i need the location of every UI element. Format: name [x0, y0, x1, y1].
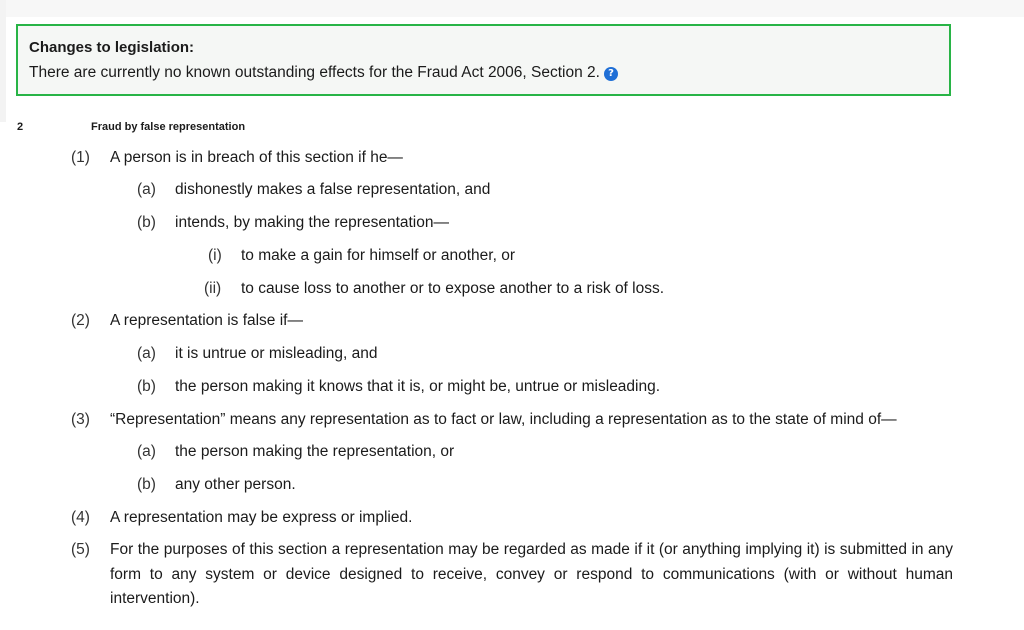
provision-2a-text: it is untrue or misleading, and — [175, 345, 378, 362]
provision-4-text: A representation may be express or implied. — [110, 509, 413, 526]
provision-5-text: For the purposes of this section a representation may be regarded as made if it (or anything implying it) is submitted in any form to any system or device designed to receive, convey or respond to communications (with or without human intervention). — [110, 541, 953, 607]
help-icon[interactable]: ? — [604, 67, 618, 81]
provision-3a-text: the person making the representation, or — [175, 443, 455, 460]
section-title: Fraud by false representation — [91, 121, 246, 133]
provision-1-marker: (1) — [71, 149, 90, 166]
provision-3b-text: any other person. — [175, 476, 296, 493]
left-rule — [0, 0, 6, 122]
provision-2a-marker: (a) — [137, 345, 156, 362]
provision-2b-text: the person making it knows that it is, or might be, untrue or misleading. — [175, 378, 661, 395]
notice-text: There are currently no known outstanding effects for the Fraud Act 2006, Section 2. — [29, 64, 600, 81]
notice-text-row — [29, 64, 618, 82]
provision-1a-text: dishonestly makes a false representation, and — [175, 181, 491, 198]
provision-1b-marker: (b) — [137, 214, 156, 231]
provision-3a-marker: (a) — [137, 443, 156, 460]
section-number: 2 — [17, 121, 24, 133]
provision-2b-marker: (b) — [137, 378, 156, 395]
provision-1a-marker: (a) — [137, 181, 156, 198]
top-strip — [0, 0, 1024, 17]
provision-1bii-marker: (ii) — [204, 280, 222, 297]
provision-3-text: “Representation” means any representation as to fact or law, including a representation as to the state of mind of— — [110, 411, 897, 428]
provision-3b-marker: (b) — [137, 476, 156, 493]
provision-1bi-text: to make a gain for himself or another, or — [241, 247, 515, 264]
provision-3-marker: (3) — [71, 411, 90, 428]
provision-1-text: A person is in breach of this section if he— — [110, 149, 403, 166]
provision-2-text: A representation is false if— — [110, 312, 303, 329]
notice-title: Changes to legislation: — [29, 39, 195, 56]
provision-2-marker: (2) — [71, 312, 90, 329]
provision-1bii-text: to cause loss to another or to expose another to a risk of loss. — [241, 280, 665, 297]
provision-5-marker: (5) — [71, 541, 90, 558]
provision-1b-text: intends, by making the representation— — [175, 214, 449, 231]
provision-1bi-marker: (i) — [208, 247, 222, 264]
changes-notice — [16, 24, 951, 96]
provision-4-marker: (4) — [71, 509, 90, 526]
